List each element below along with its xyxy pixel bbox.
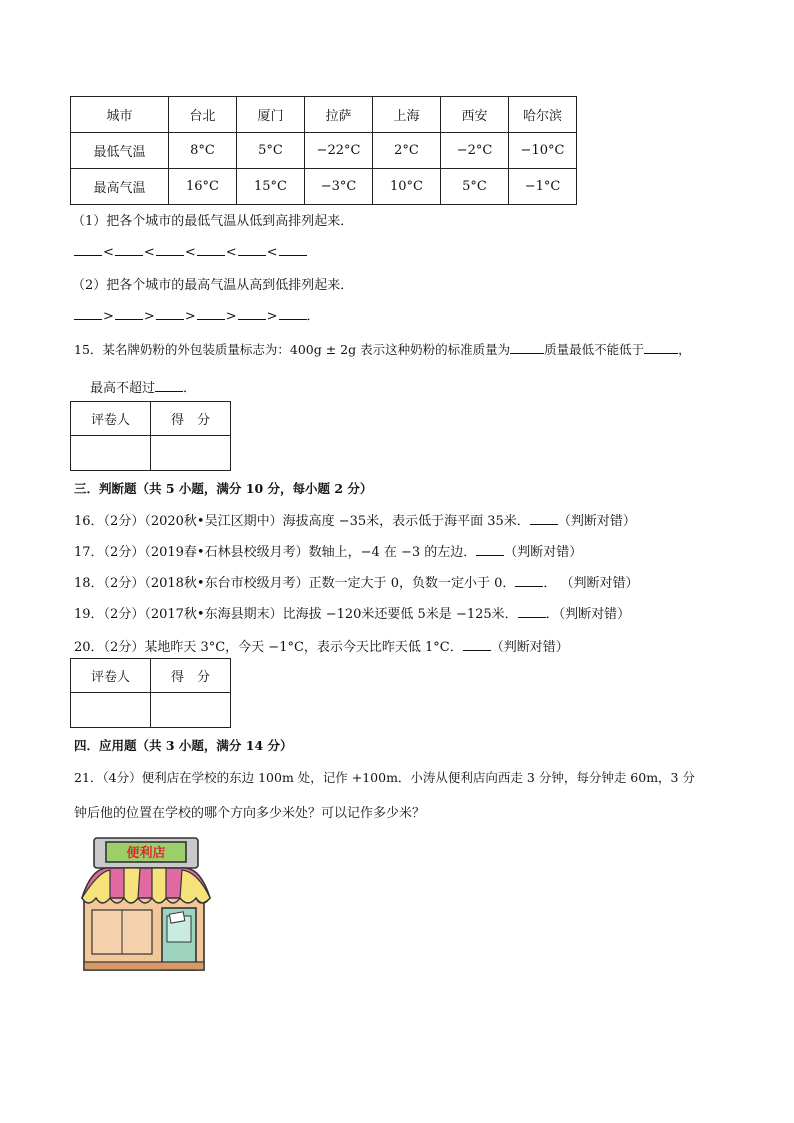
table-header-cell: 台北: [169, 97, 237, 133]
section-3-title: 三．判断题（共 5 小题，满分 10 分，每小题 2 分）: [74, 481, 373, 496]
score-cell[interactable]: [151, 693, 231, 728]
judge-hint: （判断对错）: [504, 545, 583, 560]
q15-text: 质量最低不能低于: [544, 342, 645, 357]
answer-blank[interactable]: [463, 639, 491, 651]
less-than-sign: <: [103, 245, 114, 260]
q14-part1-text: （1）把各个城市的最低气温从低到高排列起来．: [72, 214, 354, 229]
table-cell: 5°C: [237, 133, 305, 169]
section-4-title: 四．应用题（共 3 小题，满分 14 分）: [74, 738, 293, 753]
question-20: [74, 636, 569, 655]
answer-blank[interactable]: [156, 308, 184, 320]
q17-text: 17．（2分）（2019春•石林县校级月考）数轴上，−4 在 −3 的左边．: [74, 545, 477, 560]
table-row: [71, 169, 577, 205]
table-cell: 2°C: [373, 133, 441, 169]
greater-than-sign: >: [225, 309, 237, 324]
answer-blank[interactable]: [476, 544, 504, 556]
question-16: [74, 510, 636, 529]
greater-than-sign: >: [103, 309, 114, 324]
answer-blank[interactable]: [644, 342, 678, 354]
table-cell: 最低气温: [71, 133, 169, 169]
table-header-cell: 厦门: [237, 97, 305, 133]
grader-box: [70, 401, 231, 471]
reviewer-label: 评卷人: [71, 659, 151, 693]
answer-blank[interactable]: [197, 244, 225, 256]
judge-hint: ．（判断对错）: [545, 607, 631, 622]
less-than-sign: <: [143, 245, 155, 260]
question-21-line2: 钟后他的位置在学校的哪个方向多少米处？可以记作多少米？: [74, 806, 426, 821]
table-header-row: [71, 97, 577, 133]
shop-sign-text: 便利店: [126, 846, 166, 861]
q19-text: 19．（2分）（2017秋•东海县期末）比海拔 −120米还要低 5米是 −125米．: [74, 607, 518, 622]
grader-box: [70, 658, 231, 728]
reviewer-cell[interactable]: [71, 693, 151, 728]
question-15-line1: [74, 340, 691, 358]
reviewer-cell[interactable]: [71, 436, 151, 471]
score-label: 得 分: [151, 402, 231, 436]
score-label: 得 分: [151, 659, 231, 693]
answer-blank[interactable]: [279, 308, 307, 320]
q15-text: 最高不超过: [90, 381, 156, 396]
q15-text: ．: [183, 381, 197, 396]
less-than-sign: <: [266, 245, 278, 260]
convenience-store-illustration: [80, 836, 212, 972]
q20-text: 20．（2分）某地昨天 3°C，今天 −1°C，表示今天比昨天低 1°C．: [74, 640, 463, 655]
answer-blank[interactable]: [155, 380, 183, 392]
less-than-sign: <: [184, 245, 196, 260]
table-header-cell: 拉萨: [305, 97, 373, 133]
question-21-line1: 21．（4分）便利店在学校的东边 100m 处，记作 +100m．小涛从便利店向西走 3 分钟，每分钟走 60m，3 分: [74, 770, 695, 785]
store-drawing: [80, 836, 212, 972]
answer-blank[interactable]: [238, 244, 266, 256]
judge-hint: （判断对错）: [557, 514, 636, 529]
answer-blank[interactable]: [279, 244, 307, 256]
answer-blank[interactable]: [518, 606, 546, 618]
q15-text: ，: [678, 342, 691, 357]
table-cell: 8°C: [169, 133, 237, 169]
question-19: [74, 603, 630, 622]
judge-hint: ． （判断对错）: [543, 576, 639, 591]
answer-blank[interactable]: [530, 513, 558, 525]
answer-blank[interactable]: [197, 308, 225, 320]
q14-part2-text: （2）把各个城市的最高气温从高到低排列起来．: [72, 278, 354, 293]
table-header-cell: 西安: [441, 97, 509, 133]
table-cell: 16°C: [169, 169, 237, 205]
table-header-cell: 哈尔滨: [509, 97, 577, 133]
answer-blank[interactable]: [156, 244, 184, 256]
table-cell: −1°C: [509, 169, 577, 205]
table-cell: 5°C: [441, 169, 509, 205]
judge-hint: （判断对错）: [490, 640, 569, 655]
question-18: [74, 572, 639, 591]
q15-text: 15．某名牌奶粉的外包装质量标志为：400g ± 2g 表示这种奶粉的标准质量为: [74, 342, 511, 357]
q14-answer-line-2: [74, 305, 320, 324]
less-than-sign: <: [225, 245, 237, 260]
answer-blank[interactable]: [515, 575, 543, 587]
reviewer-label: 评卷人: [71, 402, 151, 436]
answer-blank[interactable]: [74, 308, 102, 320]
greater-than-sign: >: [184, 309, 196, 324]
table-cell: −3°C: [305, 169, 373, 205]
table-header-cell: 城市: [71, 97, 169, 133]
score-cell[interactable]: [151, 436, 231, 471]
answer-blank[interactable]: [74, 244, 102, 256]
table-cell: −22°C: [305, 133, 373, 169]
q18-text: 18．（2分）（2018秋•东台市校级月考）正数一定大于 0，负数一定小于 0．: [74, 576, 516, 591]
answer-blank[interactable]: [510, 342, 544, 354]
question-15-line2: [90, 377, 196, 396]
q16-text: 16．（2分）（2020秋•吴江区期中）海拔高度 −35米，表示低于海平面 35米．: [74, 514, 530, 529]
temperature-table: [70, 96, 577, 205]
table-cell: −2°C: [441, 133, 509, 169]
greater-than-sign: >: [266, 309, 278, 324]
q14-answer-line-1: [74, 244, 307, 260]
question-17: [74, 541, 582, 560]
period: ．: [306, 309, 320, 324]
answer-blank[interactable]: [238, 308, 266, 320]
answer-blank[interactable]: [115, 308, 143, 320]
answer-blank[interactable]: [115, 244, 143, 256]
table-cell: 15°C: [237, 169, 305, 205]
table-cell: −10°C: [509, 133, 577, 169]
table-cell: 10°C: [373, 169, 441, 205]
table-header-cell: 上海: [373, 97, 441, 133]
table-cell: 最高气温: [71, 169, 169, 205]
greater-than-sign: >: [143, 309, 155, 324]
table-row: [71, 133, 577, 169]
